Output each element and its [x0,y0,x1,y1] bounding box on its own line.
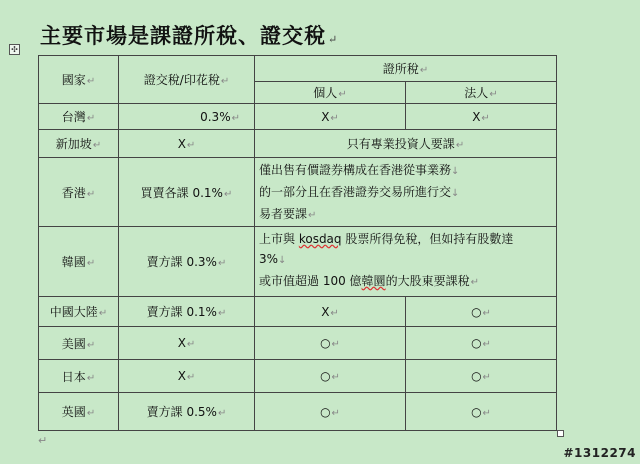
header-transaction-tax: 證交稅/印花稅↵ [119,56,255,104]
individual-cell: X↵ [255,297,406,327]
table-resize-handle[interactable] [557,430,564,437]
country-cell: 美國↵ [39,327,119,360]
table-row [39,393,557,431]
table-row [39,327,557,360]
tax-cell: 賣方課 0.3%↵ [119,227,255,297]
country-cell: 中國大陸↵ [39,297,119,327]
tax-cell: 賣方課 0.1%↵ [119,297,255,327]
table-row [39,104,557,130]
document-title: 主要市場是課證所稅、證交稅 ↵ [40,23,339,48]
capital-gains-cell: 僅出售有價證券構成在香港從事業務↓ 的一部分且在香港證券交易所進行交↓ 易者要課↵ [255,158,557,227]
corporate-cell: ○↵ [406,327,557,360]
tax-cell: X↵ [119,360,255,393]
watermark: #1312274 [563,446,636,460]
individual-cell: ○↵ [255,360,406,393]
country-cell: 香港↵ [39,158,119,227]
header-capital-gains: 證所稅↵ [255,56,557,82]
table-row [39,158,557,227]
country-cell: 新加坡↵ [39,130,119,158]
paragraph-mark: ↵ [328,33,339,46]
header-corporate: 法人↵ [406,82,557,104]
country-cell: 英國↵ [39,393,119,431]
capital-gains-cell: 只有專業投資人要課↵ [255,130,557,158]
table-row [39,130,557,158]
table-row [39,227,557,297]
corporate-cell: ○↵ [406,297,557,327]
country-cell: 韓國↵ [39,227,119,297]
tax-cell: X↵ [119,327,255,360]
capital-gains-cell: 上市與 kosdaq 股票所得免稅，但如持有股數達 3%↓ 或市值超過 100 億韓圜的大股東要課稅↵ [255,227,557,297]
table-row [39,297,557,327]
country-cell: 台灣↵ [39,104,119,130]
corporate-cell: ○↵ [406,360,557,393]
table-row [39,360,557,393]
tax-cell: 買賣各課 0.1%↵ [119,158,255,227]
individual-cell: ○↵ [255,327,406,360]
table-move-handle-icon[interactable]: ✣ [9,44,20,55]
paragraph-mark: ↵ [38,434,48,447]
tax-cell: 0.3%↵ [119,104,255,130]
header-individual: 個人↵ [255,82,406,104]
tax-cell: 賣方課 0.5%↵ [119,393,255,431]
tax-cell: X↵ [119,130,255,158]
tax-comparison-table [38,55,557,431]
corporate-cell: ○↵ [406,393,557,431]
header-country: 國家↵ [39,56,119,104]
individual-cell: X↵ [255,104,406,130]
corporate-cell: X↵ [406,104,557,130]
individual-cell: ○↵ [255,393,406,431]
country-cell: 日本↵ [39,360,119,393]
